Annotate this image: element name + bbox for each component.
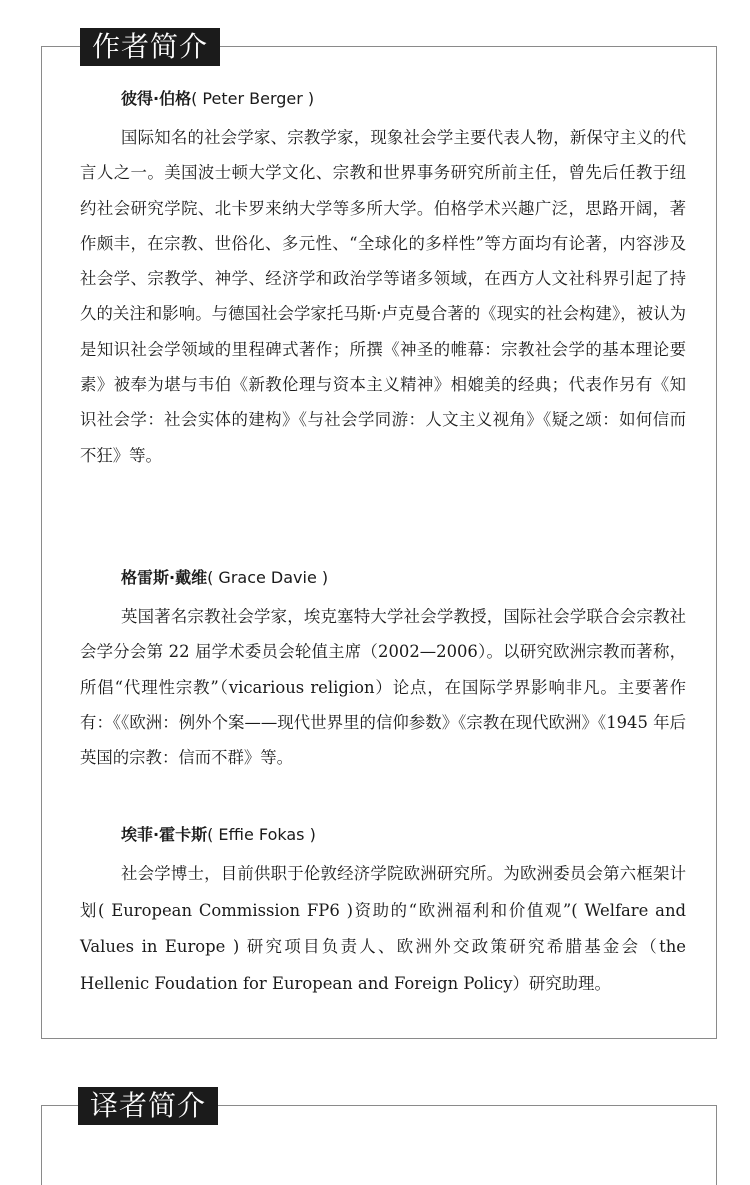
author-entry-davie xyxy=(80,567,686,775)
author-bio: 社会学博士，目前供职于伦敦经济学院欧洲研究所。为欧洲委员会第六框架计划( European Commission FP6 )资助的“欧洲福利和价值观”( Welfare and Values in Europe ) 研究项目负责人、欧洲外交政策研究希腊基金会（the Hellenic Foudation for European and Foreign Policy）研究助理。 xyxy=(80,864,686,993)
author-name-en: ( Effie Fokas ) xyxy=(207,825,316,844)
author-entry-berger xyxy=(80,88,686,473)
author-name-cn: 格雷斯·戴维 xyxy=(121,568,208,587)
author-name-en: ( Grace Davie ) xyxy=(207,568,329,587)
author-name-en: ( Peter Berger ) xyxy=(191,89,315,108)
author-name-cn: 彼得·伯格 xyxy=(121,89,192,108)
author-name xyxy=(80,824,686,846)
author-bio: 国际知名的社会学家、宗教学家，现象社会学主要代表人物，新保守主义的代言人之一。美国波士顿大学文化、宗教和世界事务研究所前主任，曾先后任教于纽约社会研究学院、北卡罗来纳大学等多所大学。伯格学术兴趣广泛，思路开阔，著作颇丰，在宗教、世俗化、多元性、“全球化的多样性”等方面均有论著，内容涉及社会学、宗教学、神学、经济学和政治学等诸多领域，在西方人文社科界引起了持久的关注和影响。与德国社会学家托马斯·卢克曼合著的《现实的社会构建》，被认为是知识社会学领域的里程碑式著作；所撰《神圣的帷幕：宗教社会学的基本理论要素》被奉为堪与韦伯《新教伦理与资本主义精神》相媲美的经典；代表作另有《知识社会学：社会实体的建构》《与社会学同游：人文主义视角》《疑之颂：如何信而不狂》等。 xyxy=(80,128,686,465)
author-name-cn: 埃菲·霍卡斯 xyxy=(121,825,208,844)
author-name xyxy=(80,88,686,110)
author-entry-fokas xyxy=(80,824,686,1002)
author-name xyxy=(80,567,686,589)
translators-section-title: 译者简介 xyxy=(78,1087,218,1125)
authors-section-title: 作者简介 xyxy=(80,28,220,66)
author-bio: 英国著名宗教社会学家，埃克塞特大学社会学教授，国际社会学联合会宗教社会学分会第 22 届学术委员会轮值主席（2002—2006）。以研究欧洲宗教而著称，所倡“代理性宗教”（vicarious religion）论点，在国际学界影响非凡。主要著作有：《《欧洲：例外个案——现代世界里的信仰参数》《宗教在现代欧洲》《1945 年后英国的宗教：信而不群》等。 xyxy=(80,607,686,768)
